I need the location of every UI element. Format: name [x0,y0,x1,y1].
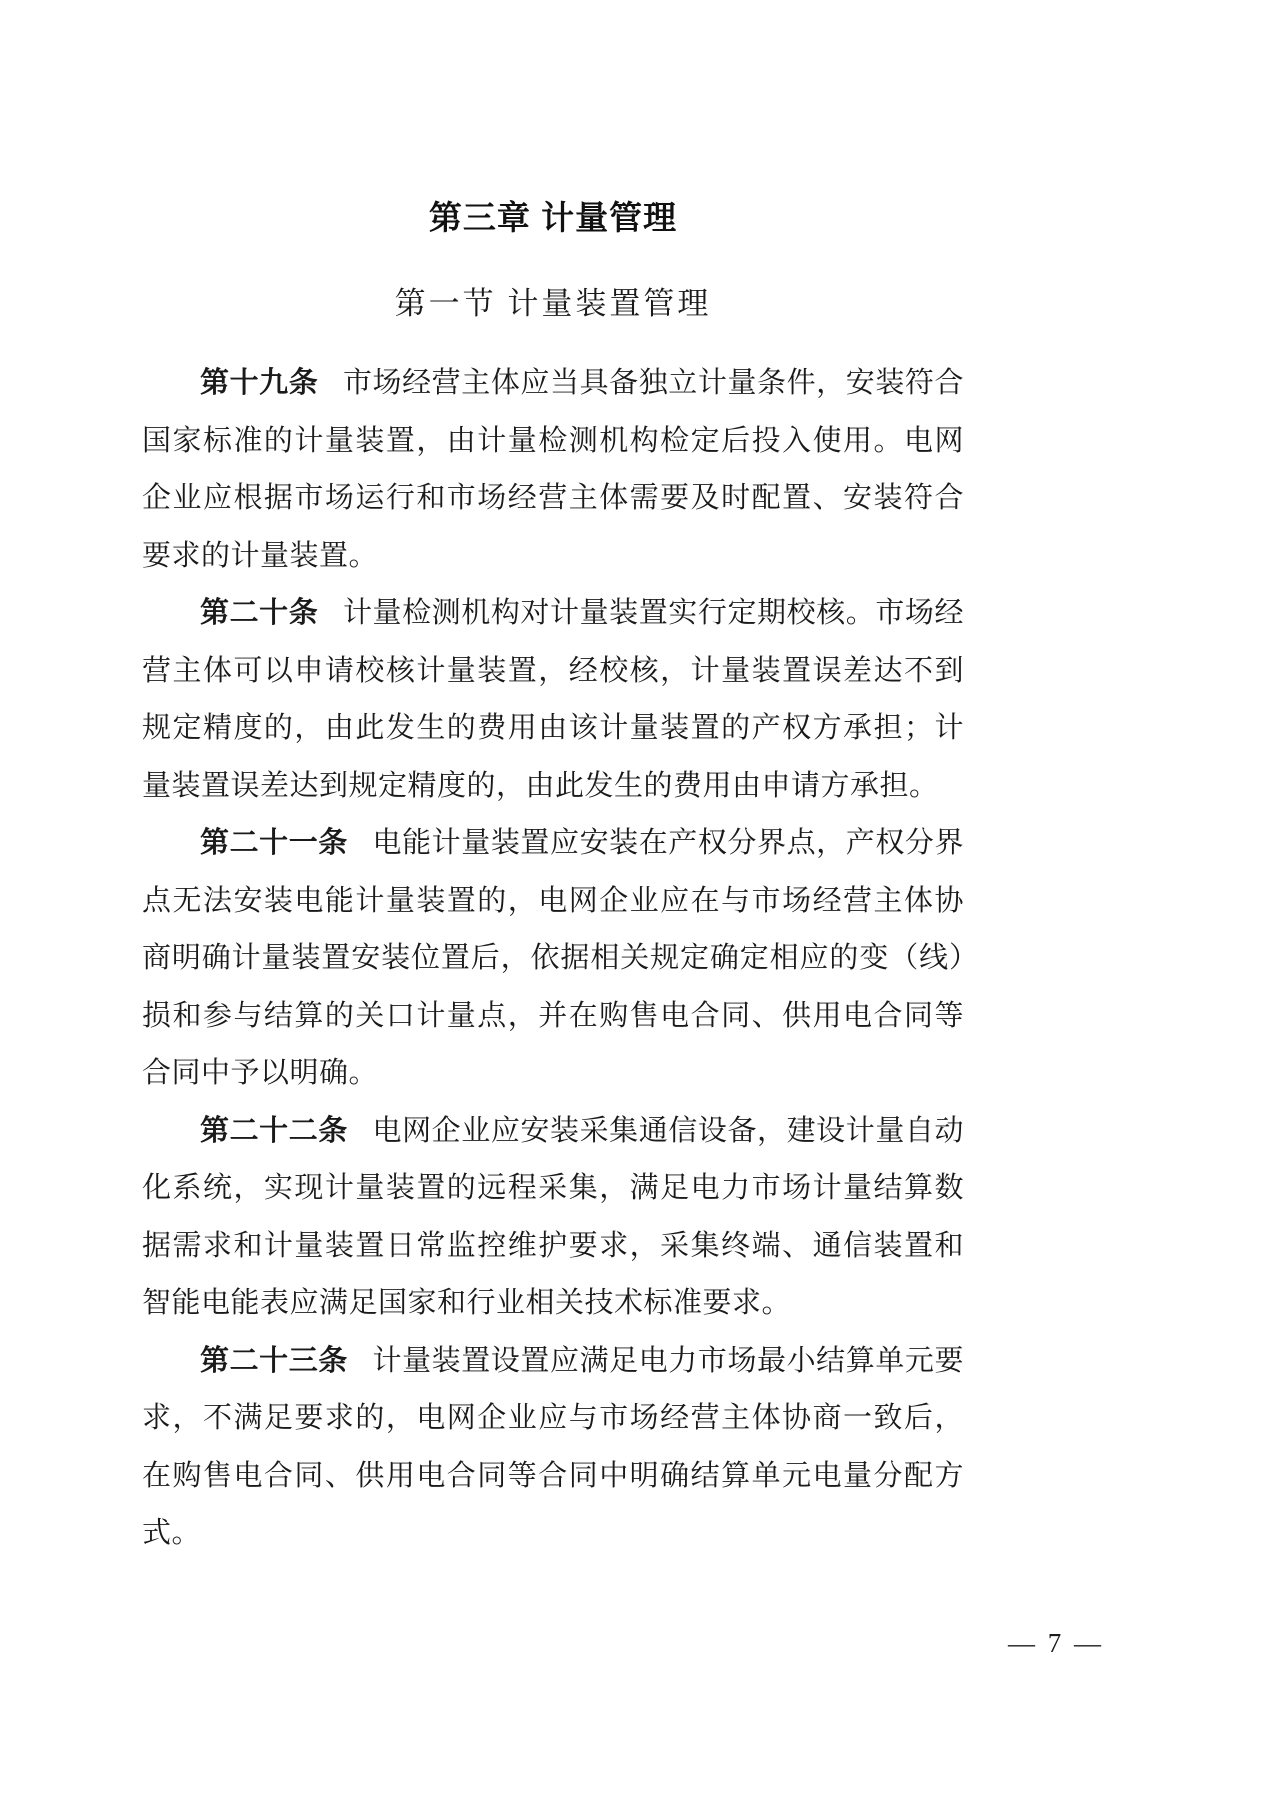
article-paragraph [142,1333,964,1563]
article-text: 市场经营主体应当具备独立计量条件，安装符合国家标准的计量装置，由计量检测机构检定后投入使用。电网企业应根据市场运行和市场经营主体需要及时配置、安装符合要求的计量装置。 [142,367,964,572]
section-title: 第一节 计量装置管理 [394,286,712,321]
article-paragraph [142,1103,964,1333]
article-paragraph [142,585,964,815]
article-text: 电网企业应安装采集通信设备，建设计量自动化系统，实现计量装置的远程采集，满足电力市场计量结算数据需求和计量装置日常监控维护要求，采集终端、通信装置和智能电能表应满足国家和行业相关技术标准要求。 [142,1114,964,1319]
article-number: 第十九条 [200,367,319,399]
page-number: — 7 — [1008,1628,1104,1658]
article-number: 第二十二条 [200,1114,348,1147]
document-body [142,355,964,1563]
article-paragraph [142,355,964,585]
article-text: 计量检测机构对计量装置实行定期校核。市场经营主体可以申请校核计量装置，经校核，计量装置误差达不到规定精度的，由此发生的费用由该计量装置的产权方承担；计量装置误差达到规定精度的，由此发生的费用由申请方承担。 [142,597,964,802]
article-paragraph [142,815,964,1103]
article-number: 第二十一条 [200,827,348,859]
article-number: 第二十条 [200,597,319,629]
chapter-title: 第三章 计量管理 [428,199,678,236]
article-text: 电能计量装置应安装在产权分界点，产权分界点无法安装电能计量装置的，电网企业应在与市场经营主体协商明确计量装置安装位置后，依据相关规定确定相应的变（线）损和参与结算的关口计量点，并在购售电合同、供用电合同等合同中予以明确。 [142,827,964,1089]
document-content [142,196,964,1563]
article-number: 第二十三条 [200,1344,348,1377]
article-text: 计量装置设置应满足电力市场最小结算单元要求，不满足要求的，电网企业应与市场经营主体协商一致后，在购售电合同、供用电合同等合同中明确结算单元电量分配方式。 [142,1344,964,1549]
